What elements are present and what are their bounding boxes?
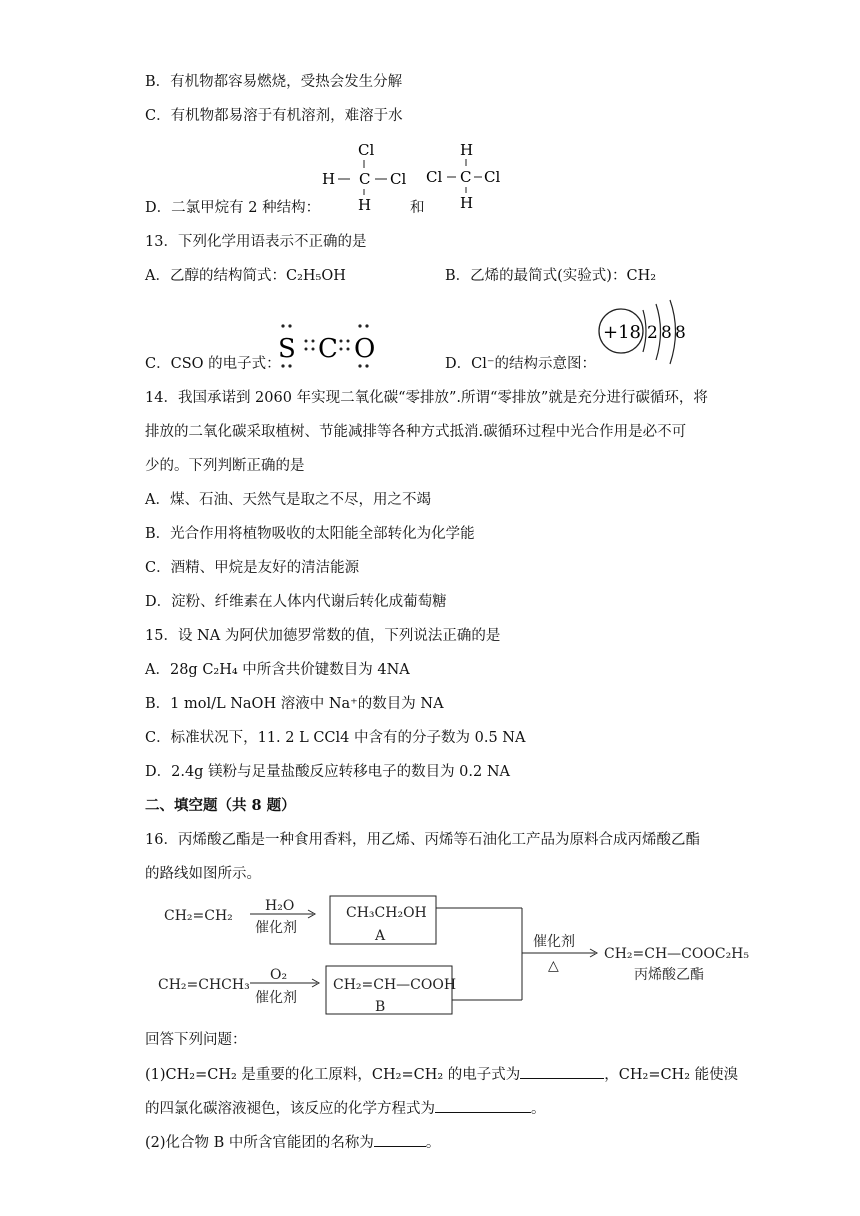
catalyst-3: 催化剂 <box>533 934 575 950</box>
cso-atom-s: S <box>278 334 296 364</box>
part-1-line1-text: (1)CH₂=CH₂ 是重要的化工原料，CH₂=CH₂ 的电子式为 <box>145 1067 521 1083</box>
option-b-q14: B．光合作用将植物吸收的太阳能全部转化为化学能 <box>145 526 475 542</box>
reagent-oxygen: O₂ <box>270 967 288 983</box>
part-2-tail: 。 <box>425 1135 441 1151</box>
part-1-line1 <box>145 1064 738 1085</box>
product-b-formula: CH₂=CH—COOH <box>333 977 457 993</box>
cso-electron-formula <box>278 322 388 368</box>
option-c-q13: C．CSO 的电子式： <box>145 356 281 372</box>
question-13: 13．下列化学用语表示不正确的是 <box>145 234 367 250</box>
answer-blank-functional-group[interactable] <box>374 1132 426 1147</box>
cso-atom-o: O <box>354 334 376 364</box>
option-b-q12: B．有机物都容易燃烧，受热会发生分解 <box>145 74 403 90</box>
question-14-line1: 14．我国承诺到 2060 年实现二氧化碳“零排放”.所谓“零排放”就是充分进行碳循环，将 <box>145 390 708 406</box>
and-text: 和 <box>410 200 425 216</box>
option-c-q12: C．有机物都易溶于有机溶剂，难溶于水 <box>145 108 403 124</box>
product-a-formula: CH₃CH₂OH <box>346 905 427 921</box>
option-c-q14: C．酒精、甲烷是友好的清洁能源 <box>145 560 360 576</box>
answer-blank-electron-formula[interactable] <box>520 1064 604 1079</box>
question-14-line2: 排放的二氧化碳采取植树、节能减排等各种方式抵消.碳循环过程中光合作用是必不可 <box>145 424 687 440</box>
part-2-line <box>145 1132 440 1153</box>
option-a-q15: A．28g C₂H₄ 中所含共价键数目为 4NA <box>145 662 410 678</box>
catalyst-1: 催化剂 <box>255 920 297 936</box>
option-b-q15: B．1 mol/L NaOH 溶液中 Na⁺的数目为 NA <box>145 696 444 712</box>
option-d-q12: D．二氯甲烷有 2 种结构： <box>145 200 321 216</box>
option-a-q13: A．乙醇的结构简式：C₂H₅OH <box>145 268 346 284</box>
section-2-heading: 二、填空题（共 8 题） <box>145 797 296 814</box>
question-14-line3: 少的。下列判断正确的是 <box>145 458 305 474</box>
option-b-q13: B．乙烯的最简式(实验式)：CH₂ <box>445 268 657 284</box>
start-propylene: CH₂=CHCH₃ <box>158 977 250 993</box>
heat-symbol: △ <box>548 958 559 974</box>
shell-3: 8 <box>675 323 686 343</box>
final-product-formula: CH₂=CH—COOC₂H₅ <box>604 946 749 962</box>
dcm1-top: Cl <box>358 141 375 159</box>
option-a-q14: A．煤、石油、天然气是取之不尽，用之不竭 <box>145 492 431 508</box>
final-product-name: 丙烯酸乙酯 <box>634 967 704 983</box>
reagent-water: H₂O <box>265 898 295 914</box>
dcm2-right: Cl <box>484 168 501 186</box>
part-1-line1-tail: ，CH₂=CH₂ 能使溴 <box>604 1067 739 1083</box>
part-1-line2-tail: 。 <box>531 1101 546 1117</box>
product-b-label: B <box>375 999 386 1015</box>
dcm1-left: H <box>322 170 336 188</box>
cl-ion-structure-diagram <box>594 298 690 368</box>
question-16-line2: 的路线如图所示。 <box>145 866 261 882</box>
dcm2-left: Cl <box>426 168 443 186</box>
part-2-text: (2)化合物 B 中所含官能团的名称为 <box>145 1135 374 1151</box>
nucleus-charge: +18 <box>603 322 641 343</box>
catalyst-2: 催化剂 <box>255 990 297 1006</box>
question-15: 15．设 NA 为阿伏加德罗常数的值，下列说法正确的是 <box>145 628 501 644</box>
dcm1-right: Cl <box>390 170 407 188</box>
dcm2-bottom: H <box>460 194 474 212</box>
option-d-q13: D．Cl⁻的结构示意图： <box>445 356 597 372</box>
dcm2-top: H <box>460 141 474 159</box>
question-16-line1: 16．丙烯酸乙酯是一种食用香料，用乙烯、丙烯等石油化工产品为原料合成丙烯酸乙酯 <box>145 832 700 848</box>
dichloromethane-structure-1 <box>318 138 418 214</box>
product-a-label: A <box>375 928 386 944</box>
shell-1: 2 <box>647 323 658 343</box>
dcm2-center: C <box>460 168 472 186</box>
option-d-q15: D．2.4g 镁粉与足量盐酸反应转移电子的数目为 0.2 NA <box>145 764 511 780</box>
answer-intro: 回答下列问题： <box>145 1032 247 1048</box>
dcm1-bottom: H <box>358 196 372 214</box>
answer-blank-equation[interactable] <box>435 1098 531 1113</box>
part-1-line2 <box>145 1098 546 1119</box>
option-c-q15: C．标准状况下，11. 2 L CCl4 中含有的分子数为 0.5 NA <box>145 730 526 746</box>
shell-2: 8 <box>661 323 672 343</box>
dichloromethane-structure-2 <box>424 138 514 214</box>
cso-atom-c: C <box>318 334 338 364</box>
start-ethylene: CH₂=CH₂ <box>164 908 233 924</box>
part-1-line2-text: 的四氯化碳溶液褪色，该反应的化学方程式为 <box>145 1101 435 1117</box>
option-d-q14: D．淀粉、纤维素在人体内代谢后转化成葡萄糖 <box>145 594 447 610</box>
synthesis-route-diagram <box>150 890 760 1022</box>
dcm1-center: C <box>359 170 371 188</box>
